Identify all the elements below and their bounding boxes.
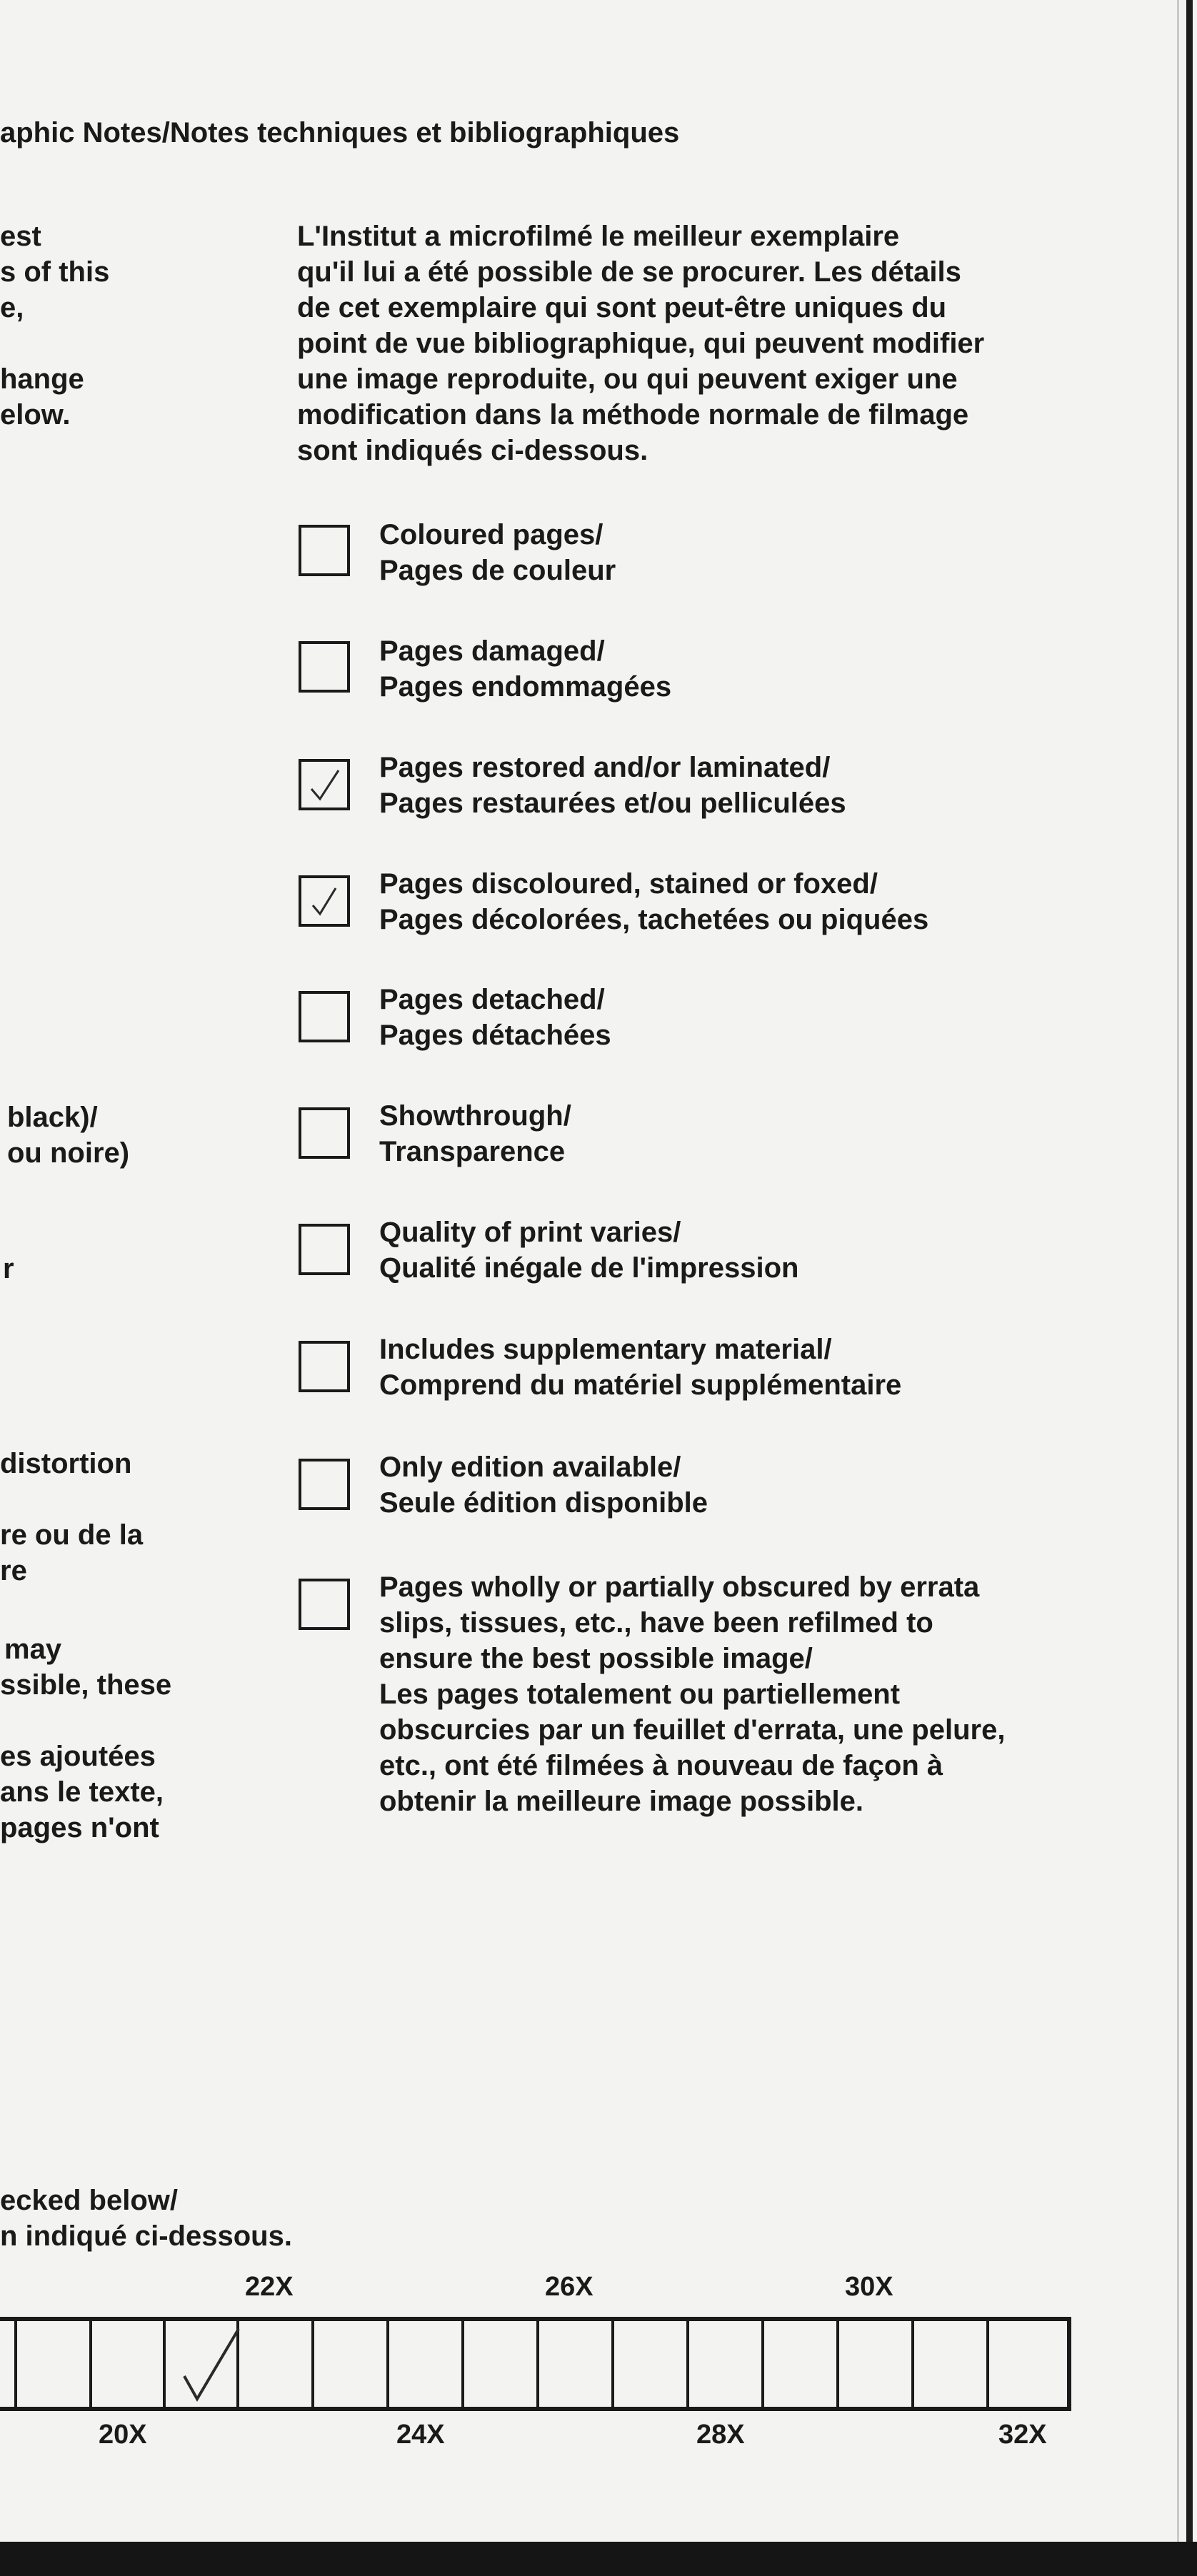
checkbox-pages-detached[interactable] [299, 991, 350, 1042]
option-label: Coloured pages/ [379, 519, 603, 550]
option-pages-restored [379, 750, 846, 821]
fragment-line: pages n'ont [0, 1812, 159, 1843]
scale-divider [386, 2321, 389, 2407]
option-label: Pages wholly or partially obscured by errata [379, 1571, 980, 1603]
option-showthrough [379, 1098, 571, 1169]
page-right-border [1186, 0, 1193, 2542]
fragment-line [0, 1481, 143, 1517]
option-coloured-pages [379, 517, 616, 588]
film-bottom-band [0, 2542, 1197, 2576]
checkbox-pages-discoloured[interactable] [299, 875, 350, 927]
fragment-line: may [4, 1634, 62, 1665]
fragment-line: est [0, 221, 41, 252]
checkbox-pages-restored[interactable] [299, 759, 350, 810]
left-fragment-r: r [3, 1253, 14, 1284]
option-label: Pages de couleur [379, 555, 616, 586]
intro-line: qu'il lui a été possible de se procurer. Les détails [297, 256, 961, 288]
scale-label-22x: 22X [245, 2272, 294, 2302]
option-label: Showthrough/ [379, 1100, 571, 1132]
scale-divider [986, 2321, 989, 2407]
option-label: Pages détachées [379, 1020, 611, 1051]
intro-line: point de vue bibliographique, qui peuvent modifier [297, 328, 985, 359]
option-label: Pages discoloured, stained or foxed/ [379, 868, 878, 900]
option-supplementary-material [379, 1332, 901, 1403]
option-label: obscurcies par un feuillet d'errata, une pelure, [379, 1714, 1006, 1746]
fragment-line: hange [0, 363, 84, 395]
option-label: etc., ont été filmées à nouveau de façon à [379, 1750, 943, 1781]
scale-divider [836, 2321, 839, 2407]
scale-divider [611, 2321, 614, 2407]
page-edge-shadow [1177, 0, 1179, 2542]
checkmark-icon [307, 768, 343, 803]
scale-divider [89, 2321, 92, 2407]
option-pages-discoloured [379, 866, 928, 937]
checkbox-supplementary-material[interactable] [299, 1341, 350, 1392]
option-pages-detached [379, 982, 611, 1053]
reduction-scale-bar [0, 2317, 1071, 2411]
option-label: Includes supplementary material/ [379, 1334, 832, 1365]
fragment-line: re ou de la [0, 1519, 144, 1551]
fragment-line: es ajoutées [0, 1741, 156, 1772]
left-fragment-black [0, 1100, 129, 1171]
option-label: ensure the best possible image/ [379, 1643, 813, 1674]
scale-label-24x: 24X [396, 2420, 445, 2450]
intro-line: L'Institut a microfilmé le meilleur exemplaire [297, 221, 900, 252]
option-label: obtenir la meilleure image possible. [379, 1786, 863, 1817]
intro-line: modification dans la méthode normale de filmage [297, 399, 969, 431]
fragment-line: black)/ [7, 1102, 98, 1133]
option-label: Pages restored and/or laminated/ [379, 752, 831, 783]
checkbox-pages-obscured[interactable] [299, 1579, 350, 1630]
scale-divider [536, 2321, 539, 2407]
checkbox-pages-damaged[interactable] [299, 641, 350, 693]
fragment-line [0, 1703, 171, 1739]
option-label: Qualité inégale de l'impression [379, 1252, 799, 1284]
scale-label-20x: 20X [99, 2420, 147, 2450]
checkbox-showthrough[interactable] [299, 1107, 350, 1159]
option-label: Pages endommagées [379, 671, 672, 703]
checkmark-icon [307, 884, 343, 920]
option-label: Pages detached/ [379, 984, 605, 1015]
option-pages-obscured [379, 1569, 1005, 1819]
scale-label-32x: 32X [998, 2420, 1047, 2450]
option-label: Pages damaged/ [379, 635, 605, 667]
fragment-line: s of this [0, 256, 110, 288]
intro-line: une image reproduite, ou qui peuvent exiger une [297, 363, 958, 395]
scale-label-30x: 30X [845, 2272, 893, 2302]
fragment-line: elow. [0, 399, 71, 431]
option-label: Transparence [379, 1136, 566, 1167]
fragment-line: ou noire) [7, 1137, 130, 1169]
scale-divider [14, 2321, 17, 2407]
scale-divider [163, 2321, 166, 2407]
option-pages-damaged [379, 633, 671, 705]
fragment-line [0, 326, 114, 361]
option-label: Pages restaurées et/ou pelliculées [379, 788, 846, 819]
option-quality-of-print [379, 1214, 798, 1286]
scale-divider [311, 2321, 314, 2407]
left-fragment-may [0, 1631, 171, 1846]
scale-divider [461, 2321, 464, 2407]
checkbox-quality-of-print[interactable] [299, 1224, 350, 1275]
left-column-fragment-top [0, 218, 114, 433]
fragment-line: ans le texte, [0, 1776, 164, 1808]
option-label: Only edition available/ [379, 1451, 681, 1483]
checkbox-coloured-pages[interactable] [299, 525, 350, 576]
intro-line: sont indiqués ci-dessous. [297, 435, 648, 466]
section-heading: aphic Notes/Notes techniques et bibliographiques [0, 117, 680, 149]
option-label: Pages décolorées, tachetées ou piquées [379, 904, 929, 935]
bottom-note-line: n indiqué ci-dessous. [0, 2220, 292, 2252]
option-only-edition [379, 1449, 708, 1521]
scale-label-26x: 26X [545, 2272, 594, 2302]
checkbox-only-edition[interactable] [299, 1459, 350, 1510]
option-label: Comprend du matériel supplémentaire [379, 1369, 902, 1401]
scale-divider [911, 2321, 914, 2407]
scale-divider [761, 2321, 764, 2407]
scale-divider [686, 2321, 689, 2407]
checkmark-icon [179, 2325, 243, 2403]
bottom-note [0, 2183, 292, 2254]
scale-label-28x: 28X [696, 2420, 745, 2450]
bottom-note-line: ecked below/ [0, 2185, 178, 2216]
fragment-line: e, [0, 292, 24, 323]
fragment-line: re [0, 1555, 27, 1586]
intro-line: de cet exemplaire qui sont peut-être uniques du [297, 292, 947, 323]
option-label: Quality of print varies/ [379, 1217, 681, 1248]
fragment-line: ssible, these [0, 1669, 172, 1701]
intro-paragraph [297, 218, 984, 468]
fragment-line: distortion [0, 1448, 132, 1479]
option-label: slips, tissues, etc., have been refilmed to [379, 1607, 933, 1639]
option-label: Seule édition disponible [379, 1487, 708, 1519]
left-fragment-distortion [0, 1446, 143, 1589]
option-label: Les pages totalement ou partiellement [379, 1679, 901, 1710]
